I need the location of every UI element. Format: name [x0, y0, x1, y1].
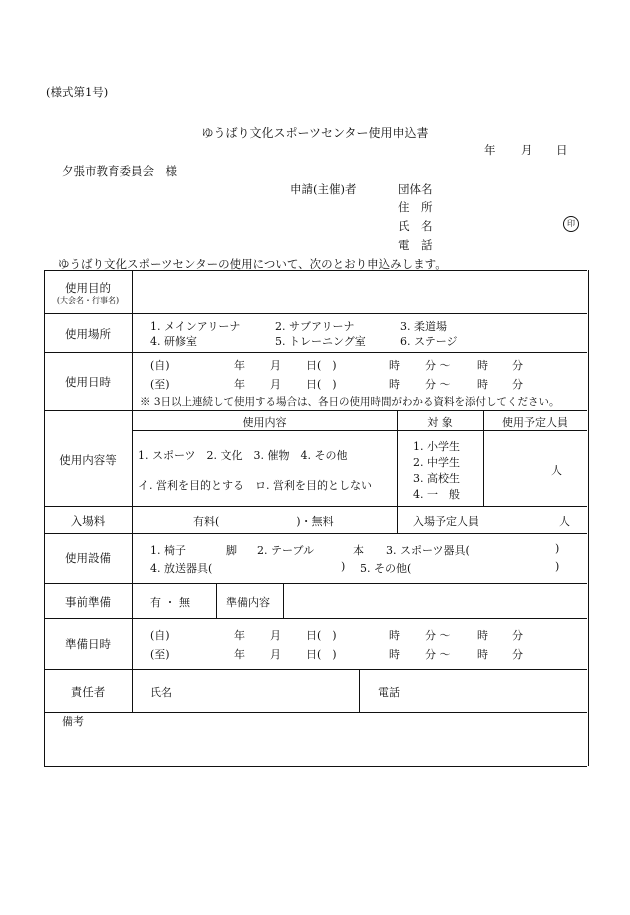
target-elementary[interactable]: 1. 小学生 — [413, 440, 460, 453]
remarks-label: 備考 — [62, 715, 84, 728]
usage-to-end-minute[interactable]: 分 — [512, 378, 523, 391]
usage-to-minute[interactable]: 分 〜 — [425, 378, 451, 391]
content-categories[interactable]: 1. スポーツ 2. 文化 3. 催物 4. その他 — [138, 449, 348, 462]
purpose-label: 使用目的 — [65, 281, 111, 295]
preparation-content-field[interactable] — [290, 590, 580, 610]
prep-date-label: 準備日時 — [65, 637, 111, 651]
usage-date-note: ※ 3日以上連続して使用する場合は、各日の使用時間がわかる資料を添付してください。 — [140, 396, 560, 408]
usage-from-hour[interactable]: 時 — [389, 359, 400, 372]
usage-from-label: (自) — [150, 359, 170, 372]
address-label: 住 所 — [398, 200, 433, 214]
equipment-table[interactable]: 2. テーブル — [257, 544, 315, 557]
intro-text: ゆうばり文化スポーツセンターの使用について、次のとおり申込みします。 — [58, 257, 447, 271]
expected-attendance-unit: 人 — [559, 515, 570, 528]
place-label: 使用場所 — [65, 327, 111, 341]
people-unit: 人 — [551, 464, 562, 477]
equipment-broadcast-close: ) — [341, 560, 346, 573]
equipment-sports-close: ) — [555, 542, 560, 555]
prep-to-end-minute[interactable]: 分 — [512, 648, 523, 661]
form-number: (様式第1号) — [46, 85, 109, 99]
prep-to-day[interactable]: 日( ) — [306, 648, 337, 661]
date-month-label: 月 — [521, 143, 533, 157]
equipment-other-close: ) — [555, 560, 560, 573]
people-header: 使用予定人員 — [502, 416, 568, 429]
place-option-stage[interactable]: 6. ステージ — [400, 335, 458, 348]
seal-mark: 印 — [563, 216, 579, 232]
place-option-training-room[interactable]: 4. 研修室 — [150, 335, 197, 348]
prep-from-end-minute[interactable]: 分 — [512, 629, 523, 642]
content-profit[interactable]: イ. 営利を目的とする ロ. 営利を目的としない — [138, 479, 372, 492]
target-high-school[interactable]: 3. 高校生 — [413, 472, 460, 485]
admission-label: 入場料 — [70, 514, 106, 528]
equipment-sports[interactable]: 3. スポーツ器具( — [386, 544, 470, 557]
manager-label: 責任者 — [70, 685, 106, 699]
preparation-content-label: 準備内容 — [226, 596, 270, 609]
content-label: 使用内容等 — [59, 453, 117, 467]
group-name-label: 団体名 — [398, 182, 433, 196]
remarks-field[interactable] — [60, 730, 580, 760]
usage-to-end-hour[interactable]: 時 — [477, 378, 488, 391]
place-option-judo-hall[interactable]: 3. 柔道場 — [400, 320, 447, 333]
prep-from-label: (自) — [150, 629, 170, 642]
date-day-label: 日 — [556, 143, 568, 157]
content-header: 使用内容 — [242, 416, 287, 429]
prep-from-end-hour[interactable]: 時 — [477, 629, 488, 642]
prep-to-hour[interactable]: 時 — [389, 648, 400, 661]
usage-from-end-hour[interactable]: 時 — [477, 359, 488, 372]
equipment-chair-unit: 脚 — [226, 544, 237, 557]
date-year-label: 年 — [484, 143, 496, 157]
document-title: ゆうばり文化スポーツセンター使用申込書 — [201, 126, 429, 140]
preparation-yes-no[interactable]: 有 ・ 無 — [150, 596, 190, 609]
prep-from-day[interactable]: 日( ) — [306, 629, 337, 642]
phone-label: 電 話 — [398, 238, 433, 252]
prep-from-year[interactable]: 年 — [234, 629, 245, 642]
usage-to-month[interactable]: 月 — [270, 378, 281, 391]
usage-date-label: 使用日時 — [65, 375, 111, 389]
target-general[interactable]: 4. 一 般 — [413, 488, 460, 501]
place-option-sub-arena[interactable]: 2. サブアリーナ — [275, 320, 355, 333]
admission-fee-option[interactable]: 有料( )・無料 — [193, 515, 334, 528]
usage-to-hour[interactable]: 時 — [389, 378, 400, 391]
prep-to-label: (至) — [150, 648, 170, 661]
prep-from-minute[interactable]: 分 〜 — [425, 629, 451, 642]
equipment-table-unit: 本 — [353, 544, 364, 557]
equipment-broadcast[interactable]: 4. 放送器具( — [150, 562, 213, 575]
prep-to-end-hour[interactable]: 時 — [477, 648, 488, 661]
usage-from-minute[interactable]: 分 〜 — [425, 359, 451, 372]
target-header: 対 象 — [427, 416, 453, 429]
equipment-other[interactable]: 5. その他( — [360, 562, 412, 575]
name-label: 氏 名 — [398, 219, 433, 233]
purpose-sublabel: (大会名・行事名) — [56, 296, 120, 305]
equipment-label: 使用設備 — [65, 551, 111, 565]
usage-to-label: (至) — [150, 378, 170, 391]
place-option-training-gym[interactable]: 5. トレーニング室 — [275, 335, 366, 348]
place-option-main-arena[interactable]: 1. メインアリーナ — [150, 320, 241, 333]
applicant-label: 申請(主催)者 — [290, 182, 357, 196]
prep-to-year[interactable]: 年 — [234, 648, 245, 661]
prep-from-hour[interactable]: 時 — [389, 629, 400, 642]
prep-to-month[interactable]: 月 — [270, 648, 281, 661]
usage-from-year[interactable]: 年 — [234, 359, 245, 372]
usage-to-day[interactable]: 日( ) — [306, 378, 337, 391]
manager-phone-label[interactable]: 電話 — [378, 686, 400, 699]
target-junior-high[interactable]: 2. 中学生 — [413, 456, 460, 469]
purpose-field[interactable] — [140, 285, 580, 301]
prep-from-month[interactable]: 月 — [270, 629, 281, 642]
prep-to-minute[interactable]: 分 〜 — [425, 648, 451, 661]
usage-from-end-minute[interactable]: 分 — [512, 359, 523, 372]
equipment-chair[interactable]: 1. 椅子 — [150, 544, 186, 557]
usage-to-year[interactable]: 年 — [234, 378, 245, 391]
expected-attendance-label: 入場予定人員 — [413, 515, 479, 528]
manager-name-label[interactable]: 氏名 — [150, 686, 172, 699]
usage-from-month[interactable]: 月 — [270, 359, 281, 372]
usage-from-day[interactable]: 日( ) — [306, 359, 337, 372]
addressee: 夕張市教育委員会 様 — [62, 164, 177, 178]
preparation-label: 事前準備 — [65, 595, 111, 609]
